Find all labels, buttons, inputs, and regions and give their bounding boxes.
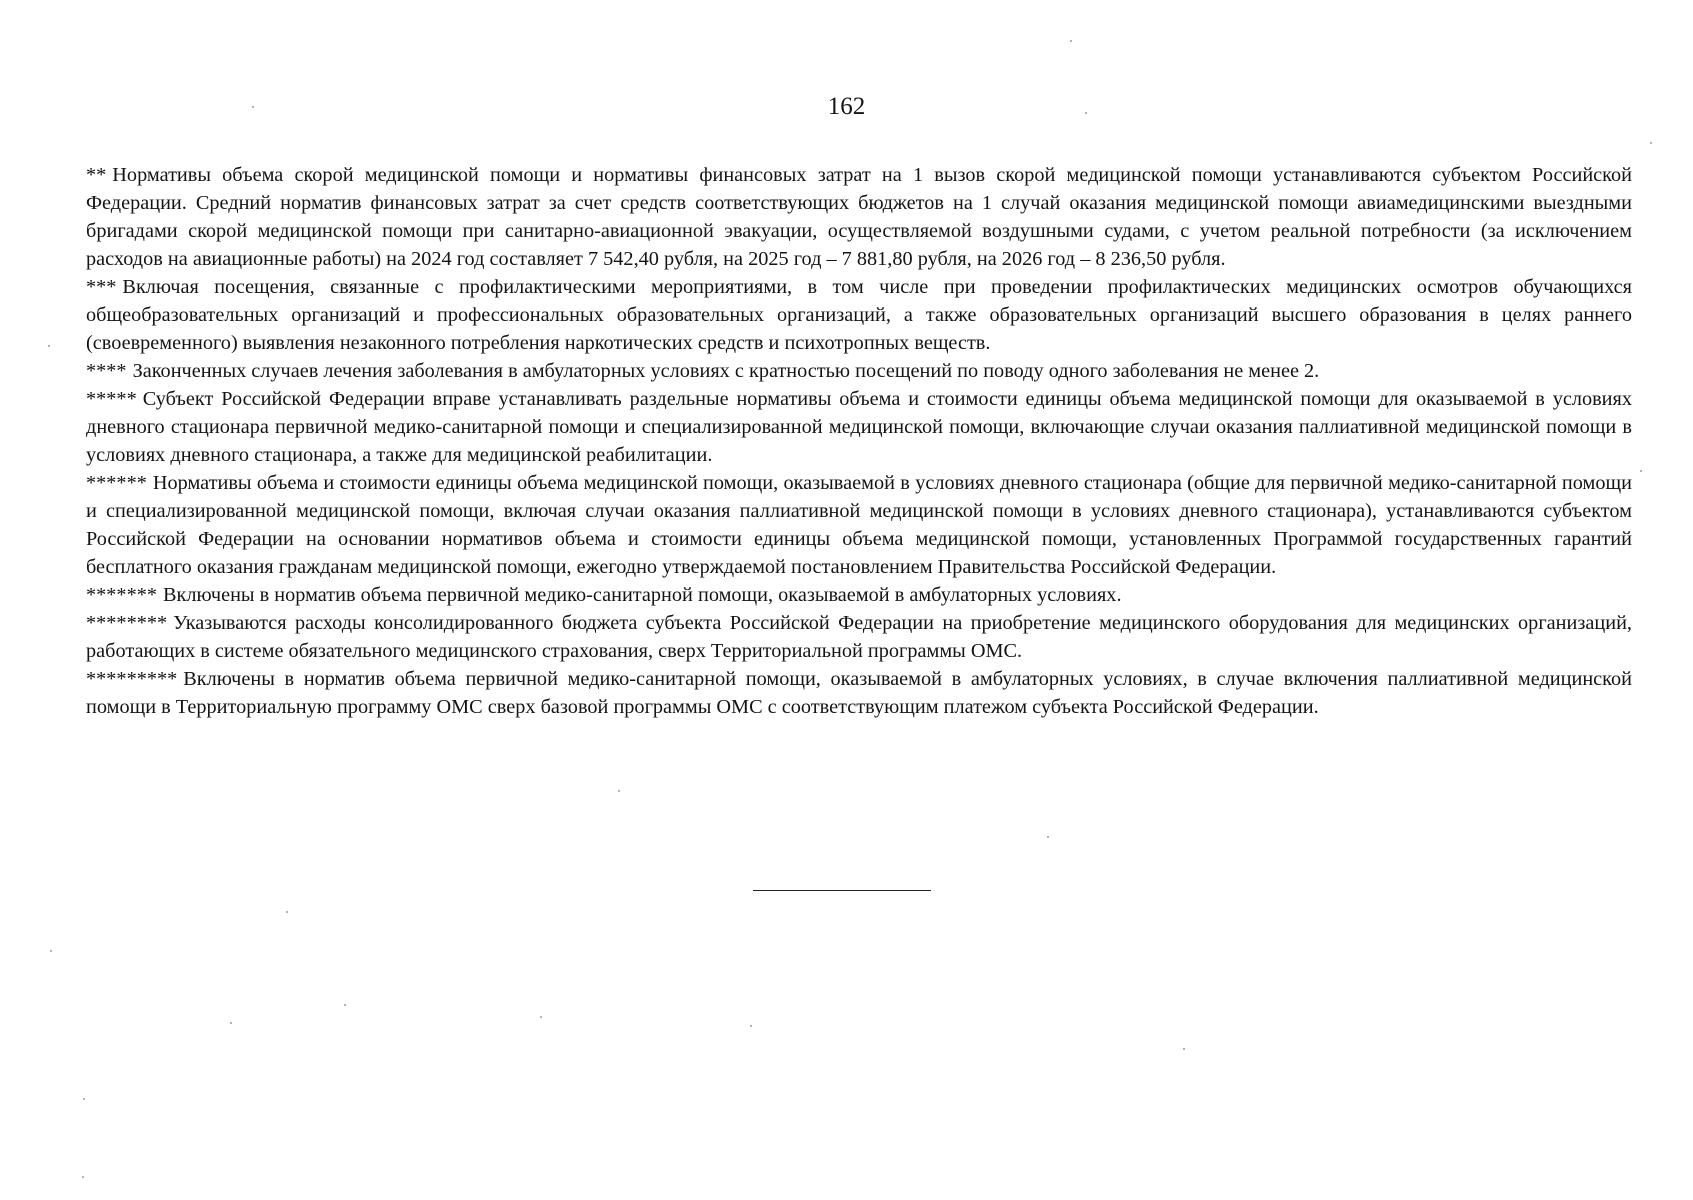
footnote-2 [86,273,1632,357]
end-of-text-rule [753,890,931,891]
scan-speck [286,911,288,913]
scan-speck [750,1025,752,1027]
footnote-mark: ********* [86,668,178,690]
footnote-mark: ***** [86,388,137,410]
scan-speck [1085,112,1087,114]
footnote-text: Законченных случаев лечения заболевания в амбулаторных условиях с кратностью посещений по поводу одного заболевания не менее 2. [132,360,1320,382]
footnote-8 [86,665,1632,721]
scan-speck [1047,836,1049,838]
scan-speck [230,1022,232,1024]
footnote-mark: ****** [86,472,147,494]
scan-speck [540,1016,542,1018]
footnote-mark: ******* [86,584,157,606]
scan-speck [1640,470,1642,472]
footnote-mark: **** [86,360,127,382]
footnote-text: Указываются расходы консолидированного бюджета субъекта Российской Федерации на приобретение медицинского оборудования для медицинских организаций, работающих в системе обязательного медицинского страхования, сверх Территориальной программы ОМС. [86,612,1632,662]
footnote-text: Включая посещения, связанные с профилактическими мероприятиями, в том числе при проведении профилактических медицинских осмотров обучающихся общеобразовательных организаций и профессиональных образовательных организаций, а также образовательных организаций высшего образования в целях раннего (своевременного) выявления незаконного потребления наркотических средств и психотропных веществ. [86,276,1632,354]
footnote-4 [86,385,1632,469]
scan-speck [1183,1048,1185,1050]
footnote-text: Нормативы объема скорой медицинской помощи и нормативы финансовых затрат на 1 вызов скорой медицинской помощи устанавливаются субъектом Российской Федерации. Средний норматив финансовых затрат за счет средств соответствующих бюджетов на 1 случай оказания медицинской помощи авиамедицинскими выездными бригадами скорой медицинской помощи при санитарно-авиационной эвакуации, осуществляемой воздушными судами, с учетом реальной потребности (за исключением расходов на авиационные работы) на 2024 год составляет 7 542,40 рубля, на 2025 год – 7 881,80 рубля, на 2026 год – 8 236,50 рубля. [86,164,1632,270]
scan-speck [344,1004,346,1006]
footnote-3 [86,357,1632,385]
footnote-text: Субъект Российской Федерации вправе устанавливать раздельные нормативы объема и стоимости единицы объема медицинской помощи для оказываемой в условиях дневного стационара первичной медико-санитарной помощи и специализированной медицинской помощи, включающие случаи оказания паллиативной медицинской помощи в условиях дневного стационара, а также для медицинской реабилитации. [86,388,1632,466]
scan-speck [50,950,52,952]
footnotes-section [86,161,1632,721]
footnote-mark: *** [86,276,117,298]
scan-speck [618,790,620,792]
scan-speck [48,345,50,347]
footnote-1 [86,161,1632,273]
footnote-mark: ** [86,164,107,186]
footnote-text: Нормативы объема и стоимости единицы объема медицинской помощи, оказываемой в условиях дневного стационара (общие для первичной медико-санитарной помощи и специализированной медицинской помощи, включая случаи оказания паллиативной медицинской помощи в условиях дневного стационара), устанавливаются субъектом Российской Федерации на основании нормативов объема и стоимости единицы объема медицинской помощи, установленных Программой государственных гарантий бесплатного оказания гражданам медицинской помощи, ежегодно утверждаемой постановлением Правительства Российской Федерации. [86,472,1632,578]
scan-speck [83,1098,85,1100]
footnote-6 [86,581,1632,609]
page-number: 162 [827,93,866,120]
footnote-text: Включены в норматив объема первичной медико-санитарной помощи, оказываемой в амбулаторных условиях, в случае включения паллиативной медицинской помощи в Территориальную программу ОМС сверх базовой программы ОМС с соответствующим платежом субъекта Российской Федерации. [86,668,1632,718]
footnote-7 [86,609,1632,665]
footnote-mark: ******** [86,612,168,634]
footnote-5 [86,469,1632,581]
scan-speck [1650,142,1652,144]
scan-speck [82,1176,84,1178]
footnote-text: Включены в норматив объема первичной медико-санитарной помощи, оказываемой в амбулаторных условиях. [162,584,1122,606]
scan-speck [1070,40,1072,42]
scan-speck [252,106,254,108]
